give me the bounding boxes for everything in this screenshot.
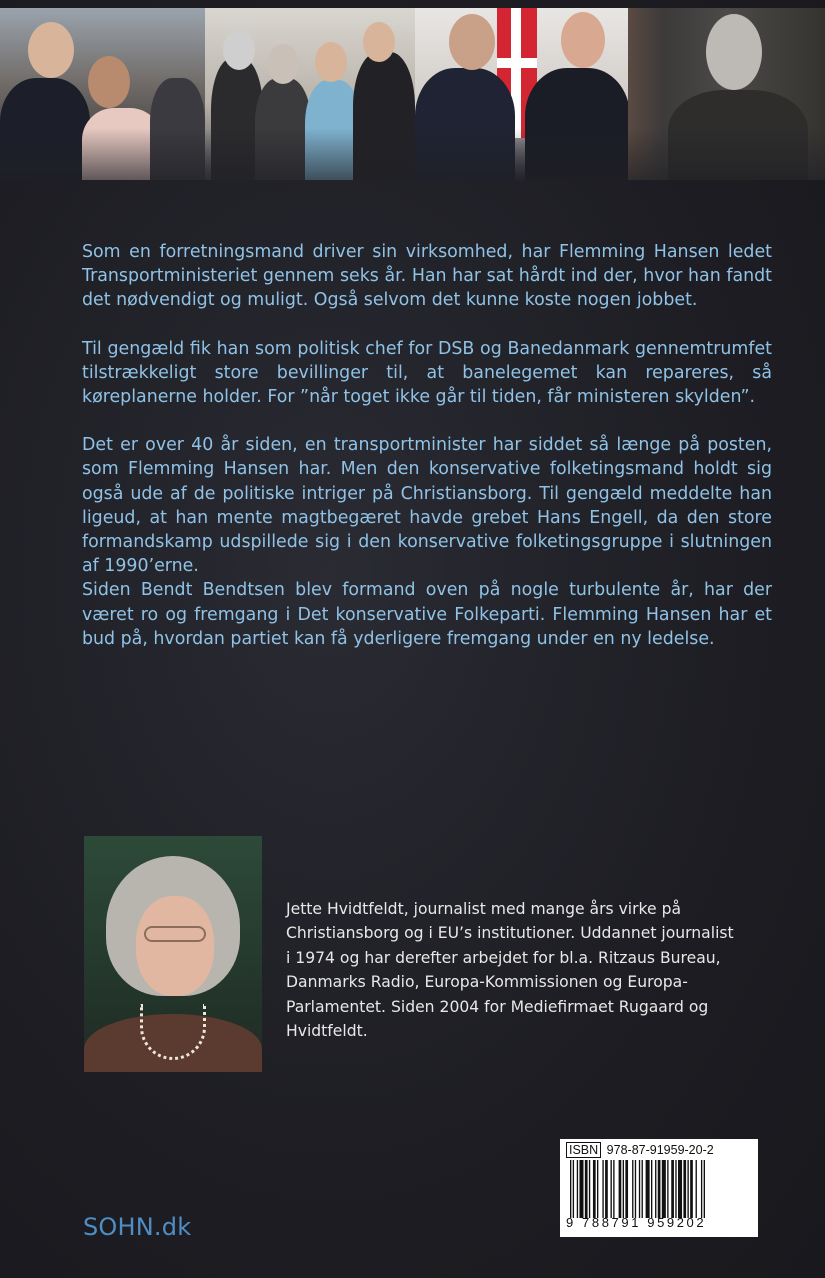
barcode-bar	[605, 1160, 608, 1218]
barcode-bar	[632, 1160, 633, 1218]
barcode-bar	[642, 1160, 643, 1218]
isbn-barcode	[560, 1139, 758, 1237]
barcode-bar	[577, 1160, 578, 1218]
barcode-bar	[573, 1160, 574, 1218]
barcode-bar	[651, 1160, 652, 1218]
barcode-bar	[597, 1160, 598, 1218]
blurb-paragraph-2: Til gengæld fik han som politisk chef for DSB og Banedanmark gennemtrumfet tilstrækkeligt store bevillinger til, at banelegemet kan repareres, så køreplanerne holder. For ”når toget ikke går til tiden, får ministeren skylden”.	[82, 338, 772, 408]
barcode-bar	[690, 1160, 693, 1218]
author-bio: Jette Hvidtfeldt, journalist med mange års virke på Christiansborg og i EU’s institutioner. Uddannet journalist i 1974 og har derefter arbejdet for bl.a. Ritzaus Bureau, Danmarks Radio, Europa-Kommissionen og Europa-Parlamentet. Siden 2004 for Mediefirmaet Rugaard og Hvidtfeldt.	[286, 900, 734, 1041]
barcode-bar	[687, 1160, 688, 1218]
barcode-bar	[625, 1160, 628, 1218]
barcode-bar	[589, 1160, 590, 1218]
barcode-bar	[593, 1160, 596, 1218]
isbn-label: ISBN	[566, 1142, 601, 1158]
blurb-paragraph-3: Det er over 40 år siden, en transportminister har siddet så længe på posten, som Flemming Hansen har. Men den konservative folketingsmand holdt sig også ude af de politiske intriger på Christiansborg. Til gengæld meddelte han ligeud, at han mente magtbegæret havde grebet Hans Engell, da den store formandskamp udspillede sig i den konservative folketingsgruppe i slutningen af 1990’erne.	[82, 435, 772, 577]
barcode-bar	[696, 1160, 697, 1218]
barcode-bar	[683, 1160, 686, 1218]
barcode-bar	[675, 1160, 676, 1218]
barcode-bars	[566, 1160, 750, 1218]
barcode-bar	[639, 1160, 640, 1218]
barcode-bar	[579, 1160, 583, 1218]
barcode-bar	[619, 1160, 622, 1218]
barcode-bar	[704, 1160, 705, 1218]
barcode-bar	[646, 1160, 650, 1218]
publisher-logo: SOHN.dk	[83, 1213, 192, 1241]
back-cover-blurb	[82, 240, 772, 651]
barcode-digits: 9 788791 959202	[566, 1215, 707, 1230]
photo-strip	[0, 8, 825, 180]
barcode-bar	[623, 1160, 624, 1218]
barcode-bar	[678, 1160, 682, 1218]
barcode-bar	[701, 1160, 702, 1218]
barcode-bar	[613, 1160, 614, 1218]
barcode-bar	[655, 1160, 656, 1218]
isbn-number: 978-87-91959-20-2	[606, 1143, 714, 1157]
blurb-paragraph-1: Som en forretningsmand driver sin virksomhed, har Flemming Hansen ledet Transportministeriet gennem seks år. Han har sat hårdt ind der, hvor han fandt det nødvendigt og muligt. Også selvom det kunne koste nogen jobbet.	[82, 242, 772, 311]
barcode-bar	[658, 1160, 661, 1218]
barcode-bar	[611, 1160, 612, 1218]
barcode-bar	[585, 1160, 588, 1218]
barcode-bar	[662, 1160, 666, 1218]
barcode-bar	[667, 1160, 668, 1218]
barcode-bar	[570, 1160, 571, 1218]
author-photo	[84, 836, 262, 1072]
blurb-paragraph-4: Siden Bendt Bendtsen blev formand oven på nogle turbulente år, har der været ro og fremgang i Det konservative Folkeparti. Flemming Hansen har et bud på, hvordan partiet kan få yderligere fremgang under en ny ledelse.	[82, 580, 772, 649]
barcode-bar	[671, 1160, 674, 1218]
isbn-line	[566, 1142, 752, 1158]
barcode-bar	[635, 1160, 636, 1218]
barcode-bar	[602, 1160, 603, 1218]
